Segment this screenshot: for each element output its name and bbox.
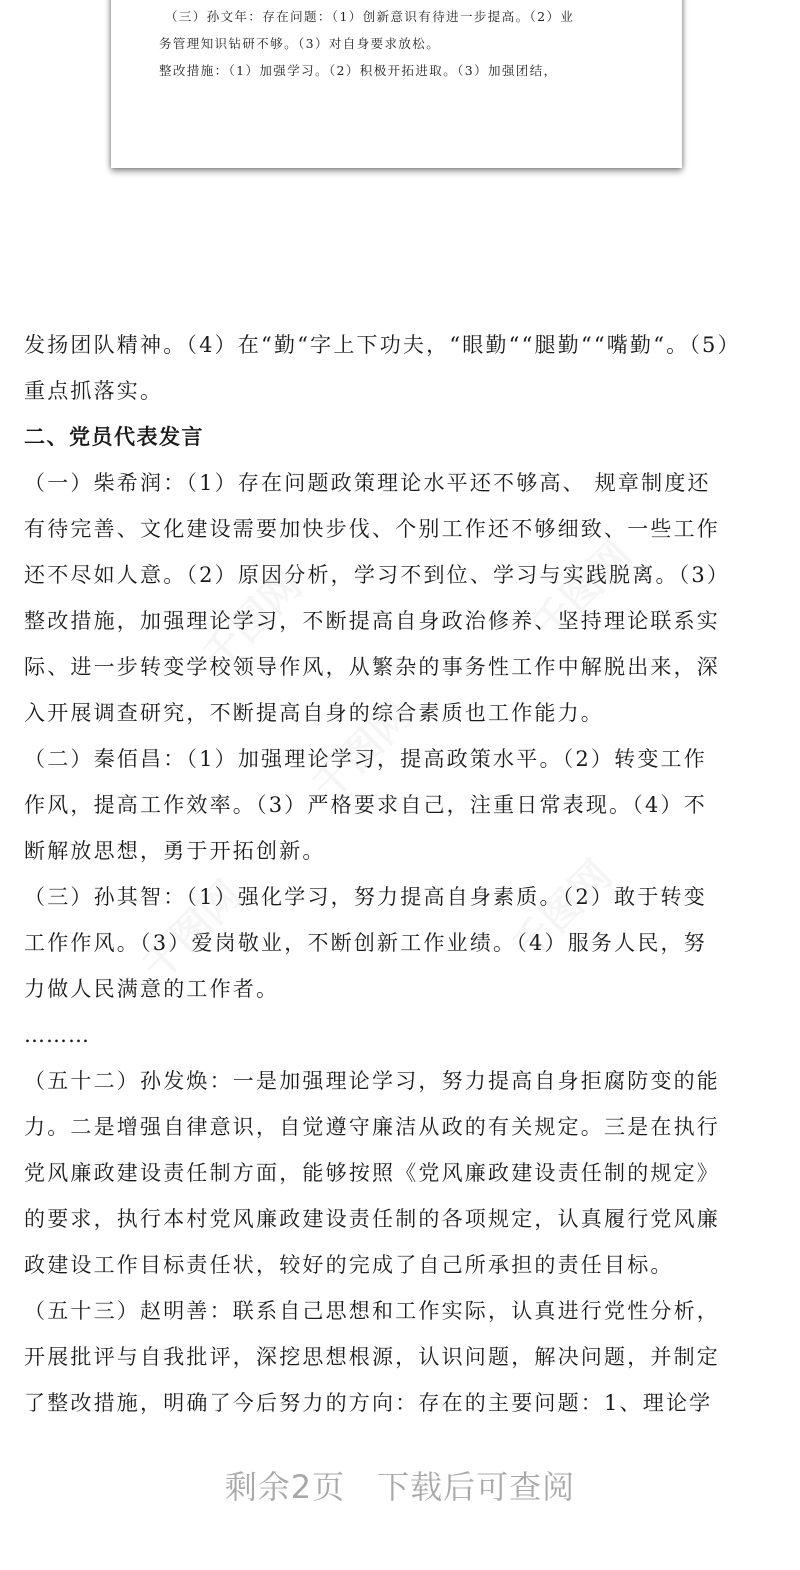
watermark: 千图网: [193, 562, 312, 680]
text-line: 政建设工作目标责任状，较好的完成了自己所承担的责任目标。: [24, 1253, 674, 1277]
text-line: 作风，提高工作效率。（3）严格要求自己，注重日常表现。（4）不: [24, 793, 707, 817]
document-body: [24, 322, 784, 1426]
text-line: 有待完善、文化建设需要加快步伐、个别工作还不够细致、一些工作: [24, 517, 720, 541]
text-line: 工作作风。（3）爱岗敬业，不断创新工作业绩。（4）服务人民，努: [24, 931, 707, 955]
preview-line: 整改措施：（1）加强学习。（2）积极开拓进取。（3）加强团结，: [159, 63, 558, 78]
remaining-pages-label: 剩余2页: [224, 1468, 346, 1506]
text-line: 整改措施，加强理论学习，不断提高自身政治修养、坚持理论联系实: [24, 609, 720, 633]
watermark: 千图网: [523, 532, 642, 650]
text-line: 的要求，执行本村党风廉政建设责任制的各项规定，认真履行党风廉: [24, 1207, 720, 1231]
ellipsis: ………: [24, 1023, 90, 1047]
text-line: 还不尽如人意。（2）原因分析，学习不到位、学习与实践脱离。（3）: [24, 563, 731, 587]
text-line: （三）孙其智：（1）强化学习，努力提高自身素质。（2）敢于转变: [24, 885, 707, 909]
page-preview-card: [111, 0, 682, 168]
preview-line: （三）孙文年：存在问题：（1）创新意识有待进一步提高。（2）业: [165, 9, 575, 24]
text-line: （五十二）孙发焕：一是加强理论学习，努力提高自身拒腐防变的能: [24, 1069, 720, 1093]
section-heading: 二、党员代表发言: [24, 425, 204, 449]
text-line: （五十三）赵明善：联系自己思想和工作实际，认真进行党性分析，: [24, 1299, 720, 1323]
text-line: 力做人民满意的工作者。: [24, 977, 280, 1001]
text-line: 断解放思想，勇于开拓创新。: [24, 839, 326, 863]
watermark: 千图网: [133, 872, 252, 990]
download-prompt[interactable]: [0, 1462, 800, 1508]
text-line: 了整改措施，明确了今后努力的方向：存在的主要问题：1、理论学: [24, 1391, 713, 1415]
text-line: 际、进一步转变学校领导作风，从繁杂的事务性工作中解脱出来，深: [24, 655, 720, 679]
preview-line: 务管理知识钻研不够。（3）对自身要求放松。: [159, 36, 441, 51]
watermark: 千图网: [303, 692, 422, 810]
text-line: 力。二是增强自律意识，自觉遵守廉洁从政的有关规定。三是在执行: [24, 1115, 720, 1139]
download-hint-label: 下载后可查阅: [377, 1468, 576, 1506]
text-line: （二）秦佰昌：（1）加强理论学习，提高政策水平。（2）转变工作: [24, 747, 707, 771]
text-line: （一）柴希润：（1）存在问题政策理论水平还不够高、 规章制度还: [24, 471, 711, 495]
text-line: 发扬团队精神。（4）在“勤“字上下功夫，“眼勤““腿勤““嘴勤“。（5）: [24, 333, 741, 357]
watermark: 千图网: [503, 852, 622, 970]
text-line: 重点抓落实。: [24, 379, 164, 403]
text-line: 党风廉政建设责任制方面，能够按照《党风廉政建设责任制的规定》: [24, 1161, 720, 1185]
text-line: 入开展调查研究，不断提高自身的综合素质也工作能力。: [24, 701, 604, 725]
text-line: 开展批评与自我批评，深挖思想根源，认识问题，解决问题，并制定: [24, 1345, 720, 1369]
